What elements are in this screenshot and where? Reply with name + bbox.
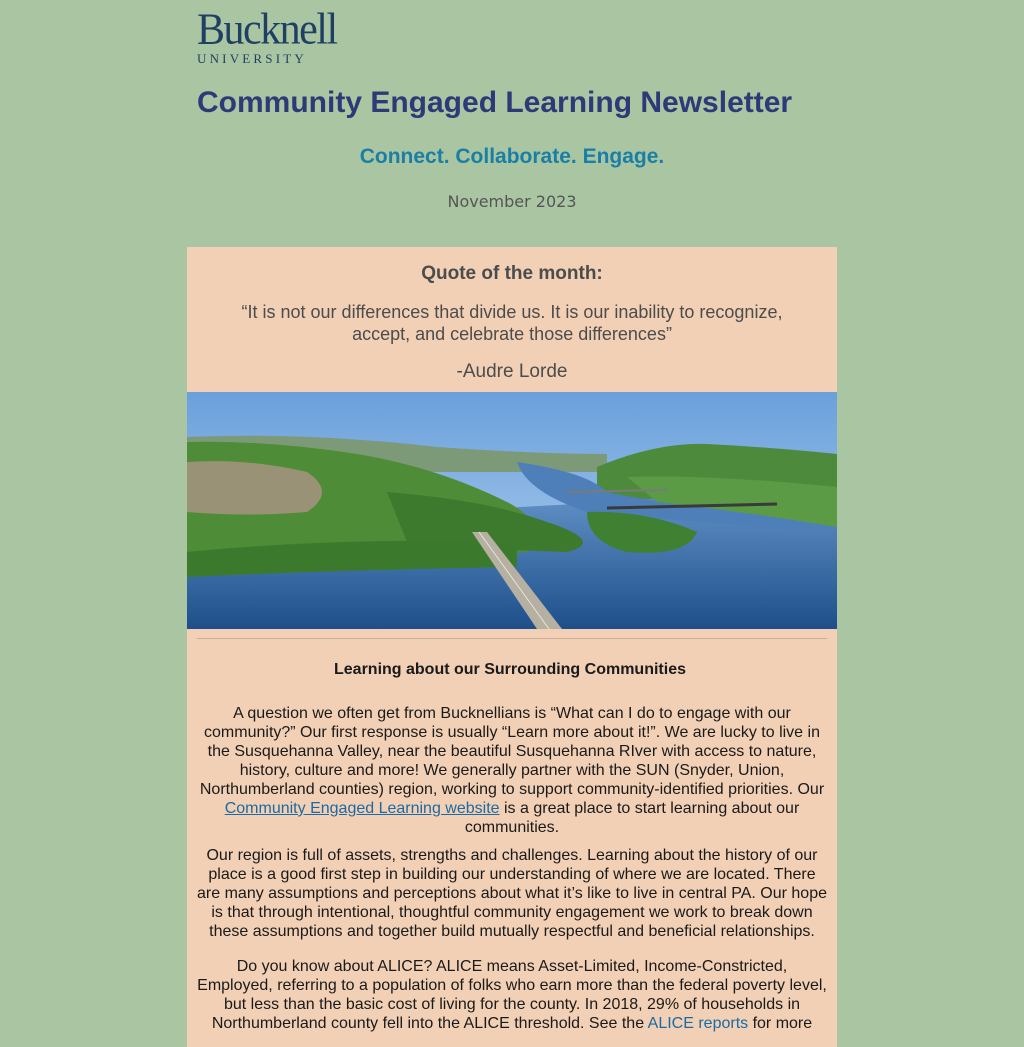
bucknell-logo[interactable] <box>197 5 337 66</box>
newsletter-card <box>187 247 837 1047</box>
intro-text-start: A question we often get from Bucknellians is “What can I do to engage with our community?” Our first response is usually “Learn more about it!”. We are lucky to live in the Susquehanna Valley, near the beautiful Susquehanna RIver with access to nature, history, culture and more! We generally partner with the SUN (Snyder, Union, Northumberland counties) region, working to support community-identified priorities. Our <box>199 705 825 798</box>
logo-wordmark: Bucknell <box>197 5 337 55</box>
susquehanna-river-photo <box>187 392 837 629</box>
alice-text-start: Do you know about ALICE? ALICE means Asset-Limited, Income-Constricted, Employed, referring to a population of folks who earn more than the federal poverty level, but less than the basic cost of living for the county. In 2018, 29% of households in Northumberland county fell into the ALICE threshold. See the <box>197 958 827 1032</box>
quote-text: “It is not our differences that divide us. It is our inability to recognize, accept, and celebrate those differences” <box>241 302 783 344</box>
section-title: Learning about our Surrounding Communities <box>334 661 686 678</box>
alice-reports-link[interactable]: ALICE reports <box>647 1015 749 1032</box>
quote-heading: Quote of the month: <box>421 263 603 284</box>
newsletter-tagline: Connect. Collaborate. Engage. <box>359 145 665 168</box>
newsletter-date: November 2023 <box>447 192 577 211</box>
community-engaged-learning-link[interactable]: Community Engaged Learning website <box>224 800 500 817</box>
alice-text-end: for more <box>748 1015 813 1032</box>
logo-subtitle: UNIVERSITY <box>197 51 307 66</box>
newsletter-title: Community Engaged Learning Newsletter <box>197 86 793 119</box>
quote-author: -Audre Lorde <box>456 361 568 382</box>
alice-paragraph <box>197 957 827 1033</box>
intro-text-end: is a great place to start learning about our communities. <box>464 800 800 836</box>
region-paragraph: Our region is full of assets, strengths and challenges. Learning about the history of our place is a good first step in building our understanding of where we are located. There are many assumptions and perceptions about what it’s like to live in central PA. Our hope is that through intentional, thoughtful community engagement we work to break down these assumptions and together build mutually respectful and beneficial relationships. <box>197 847 827 940</box>
intro-paragraph <box>197 704 827 837</box>
section-divider <box>197 638 827 639</box>
